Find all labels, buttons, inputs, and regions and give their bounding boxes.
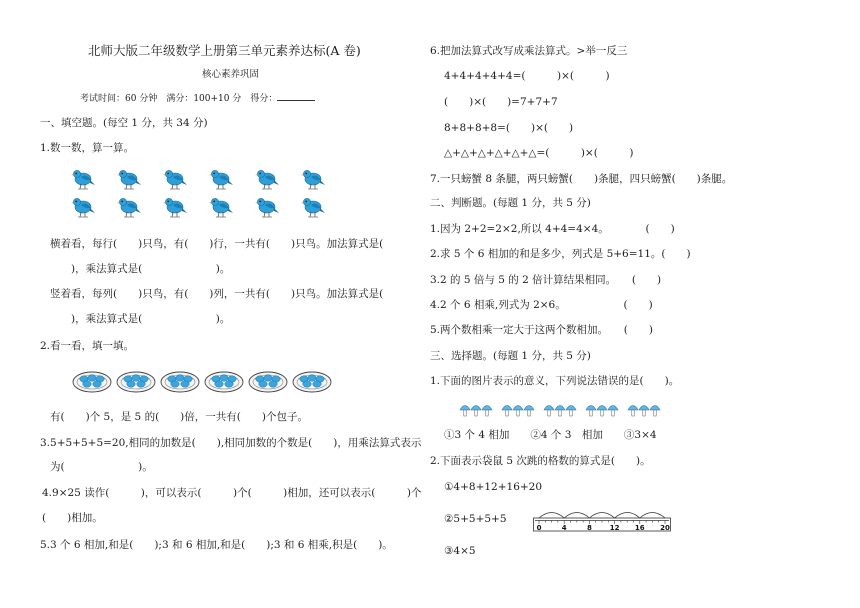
dumpling-plate-icon [293,372,331,392]
bird-icon [117,198,141,217]
ruler-tick-label: 20 [660,524,670,532]
score-blank[interactable] [277,91,315,101]
q1-line-2: )，乘法算式是( )。 [50,263,231,275]
q6-d: △+△+△+△+△+△=( )×( ) [444,147,634,159]
bird-icon [71,170,95,189]
exam-info-text: 考试时间：60 分钟 满分：100+10 分 得分： [80,94,278,104]
mushrooms-figure [458,400,668,418]
judge-2: 2.求 5 个 6 相加的和是多少，列式是 5+6=11。( ) [430,248,691,260]
bird-icon [163,198,187,217]
jump-arc [640,513,665,519]
mushroom-icon [566,406,576,417]
dumpling-plates-figure [70,367,370,397]
mushroom-icon [471,406,481,417]
q6-c: 8+8+8+8=( )×( ) [444,122,574,134]
question-1: 1.数一数，算一算。 [40,142,135,154]
question-5: 5.3 个 6 相加,和是( );3 和 6 相加,和是( );3 和 6 相乘,积是( )。 [40,539,393,551]
choice-2-option-2: ②5+5+5+5 [444,513,507,525]
mushroom-icon [460,406,470,417]
judge-5: 5.两个数相乘一定大于这两个数相加。 ( ) [430,324,653,336]
mushroom-icon [524,406,534,417]
mushroom-icon [586,406,596,417]
mushroom-icon [555,406,565,417]
q6-b: ( )×( )=7+7+7 [444,96,558,108]
dumpling-plate-icon [249,372,287,392]
section-2-heading: 二、判断题。(每题 1 分，共 5 分) [430,197,591,209]
q1-line-3: 竖着看，每列( )只鸟，有( )列，一共有( )只鸟。加法算式是( [50,288,384,300]
q4-line-2: ( )相加。 [42,512,103,524]
dumpling-plate-icon [161,372,199,392]
bird-icon [71,198,95,217]
page-subtitle: 核心素养巩固 [202,69,260,80]
jump-arc [564,513,589,519]
jump-arc [539,513,564,519]
dumpling-plate-icon [117,372,155,392]
jump-arc [589,513,614,519]
question-7: 7.一只螃蟹 8 条腿，两只螃蟹( )条腿，四只螃蟹( )条腿。 [430,173,733,185]
mushroom-icon [482,406,492,417]
ruler-tick-label: 0 [536,524,542,532]
judge-3: 3.2 的 5 倍与 5 的 2 倍计算结果相同。 ( ) [430,274,662,286]
choice-1-options: ①3 个 4 相加 ②4 个 3 相加 ③3×4 [444,429,657,441]
bird-icon [301,170,325,189]
dumpling-plate-icon [73,372,111,392]
choice-2: 2.下面表示袋鼠 5 次跳的格数的算式是( )。 [430,455,651,467]
question-2: 2.看一看，填一填。 [40,340,135,352]
judge-1: 1.因为 2+2=2×2,所以 4+4=4×4。 ( ) [430,223,675,235]
bird-icon [117,170,141,189]
question-6: 6.把加法算式改写成乘法算式。>举一反三 [430,45,628,57]
dumpling-plate-icon [205,372,243,392]
mushroom-icon [639,406,649,417]
ruler-tick-label: 12 [609,524,620,532]
section-3-heading: 三、选择题。(每题 1 分，共 5 分) [430,350,591,362]
mushroom-icon [544,406,554,417]
bird-icon [255,170,279,189]
birds-figure [70,166,330,222]
section-1-heading: 一、填空题。(每空 1 分，共 34 分) [40,117,208,129]
bird-icon [163,170,187,189]
q2-line-1: 有( )个 5，是 5 的( )倍，一共有( )个包子。 [50,411,308,423]
ruler-tick-label: 16 [634,524,645,532]
bird-icon [209,170,233,189]
page-title: 北师大版二年级数学上册第三单元素养达标(A 卷) [88,43,361,58]
bird-icon [301,198,325,217]
mushroom-icon [513,406,523,417]
bird-icon [209,198,233,217]
q3-line-1: 3.5+5+5+5=20,相同的加数是( ),相同加数的个数是( )，用乘法算式表示 [40,437,422,449]
ruler-tick-label: 4 [561,524,567,532]
exam-info [80,91,315,106]
q1-line-4: )，乘法算式是( )。 [50,313,231,325]
q4-line-1: 4.9×25 读作( )，可以表示( )个( )相加，还可以表示( )个 [42,487,422,499]
q6-a: 4+4+4+4+4=( )×( ) [444,70,610,82]
judge-4: 4.2 个 6 相乘,列式为 2×6。 ( ) [430,299,653,311]
q3-line-2: 为( )。 [50,461,153,473]
kangaroo-number-line [533,510,671,532]
jump-arc [615,513,640,519]
mushroom-icon [597,406,607,417]
choice-2-option-3: ③4×5 [444,545,476,557]
mushroom-icon [650,406,660,417]
mushroom-icon [608,406,618,417]
q1-line-1: 横着看，每行( )只鸟，有( )行，一共有( )只鸟。加法算式是( [50,238,384,250]
mushroom-icon [502,406,512,417]
mushroom-icon [628,406,638,417]
choice-1: 1.下面的图片表示的意义，下列说法错误的是( )。 [430,375,680,387]
choice-2-option-1: ①4+8+12+16+20 [444,481,543,493]
bird-icon [255,198,279,217]
ruler-tick-label: 8 [586,524,592,532]
